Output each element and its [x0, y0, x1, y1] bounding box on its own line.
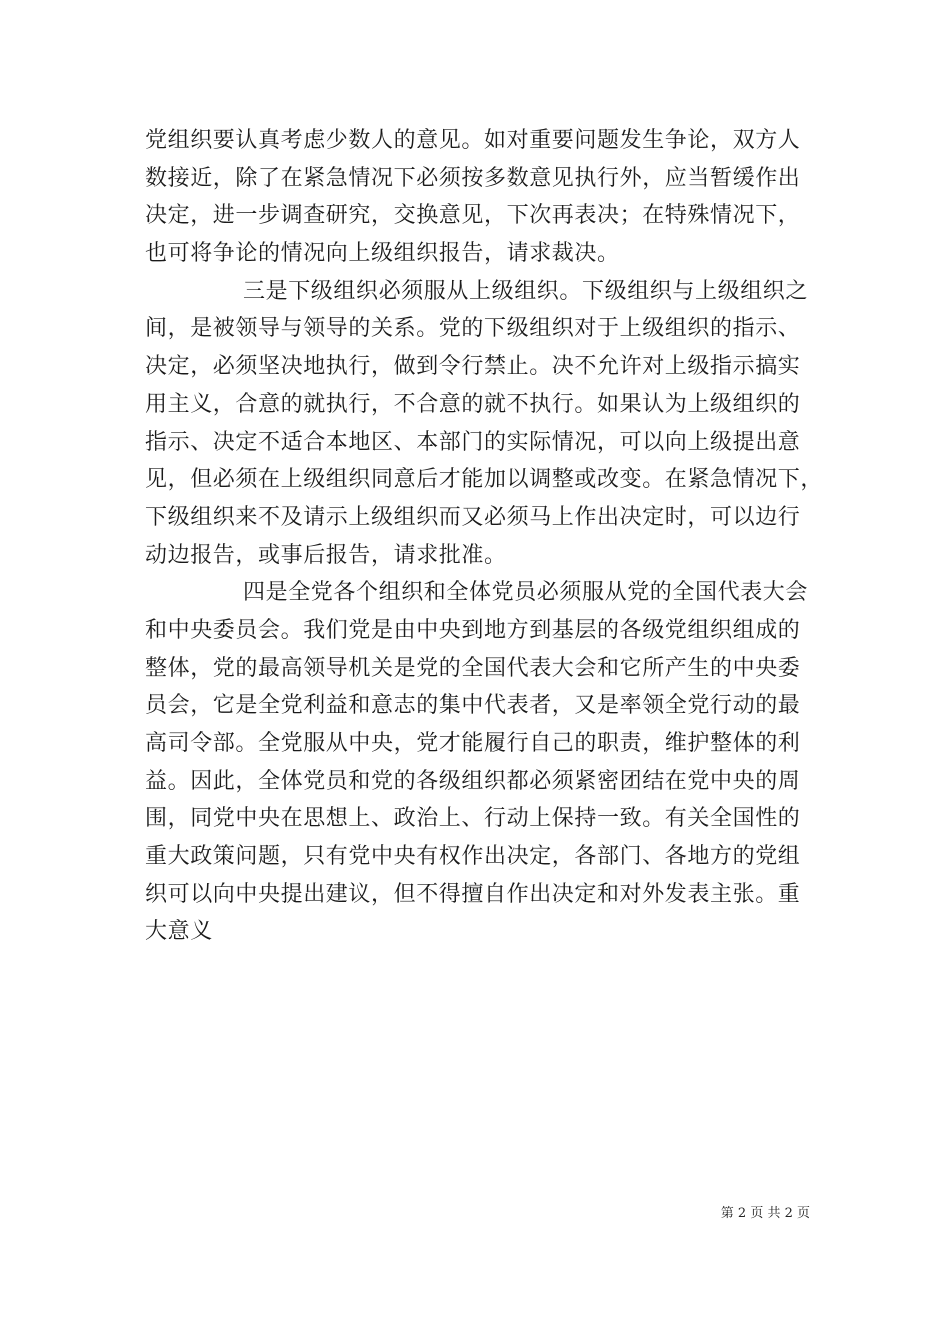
text-line: 下级组织来不及请示上级组织而又必须马上作出决定时，可以边行 [145, 504, 801, 530]
text-line: 指示、决定不适合本地区、本部门的实际情况，可以向上级提出意 [145, 429, 801, 455]
paragraph [145, 122, 810, 273]
text-line: 织可以向中央提出建议，但不得擅自作出决定和对外发表主张。重 [145, 881, 801, 907]
text-line: 和中央委员会。我们党是由中央到地方到基层的各级党组织组成的 [145, 617, 801, 643]
text-line: 见，但必须在上级组织同意后才能加以调整或改变。在紧急情况下， [145, 467, 824, 493]
page-number-footer: 第 2 页 共 2 页 [720, 1206, 810, 1221]
text-line: 数接近，除了在紧急情况下必须按多数意见执行外，应当暂缓作出 [145, 165, 801, 191]
text-line: 高司令部。全党服从中央，党才能履行自己的职责，维护整体的利 [145, 731, 801, 756]
text-line: 整体，党的最高领导机关是党的全国代表大会和它所产生的中央委 [145, 655, 801, 681]
text-line: 决定，必须坚决地执行，做到令行禁止。决不允许对上级指示搞实 [145, 354, 801, 380]
text-line: 大意义 [145, 919, 213, 945]
text-line: 重大政策问题，只有党中央有权作出决定，各部门、各地方的党组 [145, 844, 801, 870]
text-line: 也可将争论的情况向上级组织报告，请求裁决。 [145, 241, 620, 267]
text-line: 党组织要认真考虑少数人的意见。如对重要问题发生争论，双方人 [145, 128, 801, 153]
text-line: 决定，进一步调查研究，交换意见，下次再表决；在特殊情况下， [145, 203, 801, 229]
text-line: 用主义，合意的就执行，不合意的就不执行。如果认为上级组织的 [145, 391, 801, 417]
paragraph [145, 574, 810, 951]
text-line: 三是下级组织必须服从上级组织。下级组织与上级组织之 [243, 278, 809, 304]
text-line: 动边报告，或事后报告，请求批准。 [145, 542, 507, 568]
text-line: 间，是被领导与领导的关系。党的下级组织对于上级组织的指示、 [145, 316, 801, 342]
text-line: 四是全党各个组织和全体党员必须服从党的全国代表大会 [243, 580, 809, 606]
text-line: 员会，它是全党利益和意志的集中代表者，又是率领全党行动的最 [145, 693, 801, 719]
paragraph [145, 273, 824, 575]
text-line: 围，同党中央在思想上、政治上、行动上保持一致。有关全国性的 [145, 806, 801, 832]
text-line: 益。因此，全体党员和党的各级组织都必须紧密团结在党中央的周 [145, 768, 801, 794]
body-text [145, 122, 824, 951]
